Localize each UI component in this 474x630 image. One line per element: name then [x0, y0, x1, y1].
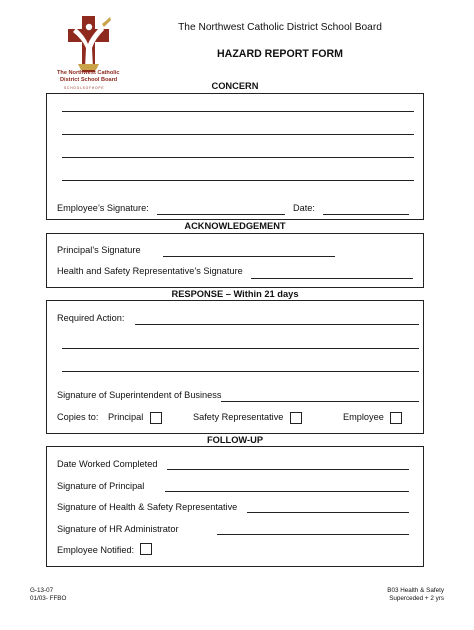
form-title: HAZARD REPORT FORM	[217, 48, 343, 60]
copy-safety-rep-checkbox[interactable]	[290, 412, 302, 424]
response-section	[46, 300, 424, 434]
concern-line-3[interactable]	[62, 157, 414, 158]
followup-hs-rep-field[interactable]	[247, 512, 409, 513]
required-action-line-1[interactable]	[135, 324, 419, 325]
copy-employee-label: Employee	[343, 412, 384, 422]
logo-tagline: S C H O O L S O F H O P E	[64, 86, 104, 90]
follow-up-heading: FOLLOW-UP	[206, 435, 264, 445]
superintendent-signature-field[interactable]	[221, 401, 419, 402]
follow-up-section	[46, 446, 424, 567]
principal-signature-label: Principal’s Signature	[57, 245, 141, 255]
employee-signature-label: Employee’s Signature:	[57, 203, 149, 213]
acknowledgement-section	[46, 233, 424, 288]
date-field[interactable]	[323, 214, 409, 215]
logo-org-line1: The Northwest Catholic	[57, 70, 120, 76]
copy-employee-checkbox[interactable]	[390, 412, 402, 424]
followup-hs-rep-label: Signature of Health & Safety Representative	[57, 502, 238, 512]
concern-heading: CONCERN	[211, 81, 259, 91]
employee-signature-field[interactable]	[157, 214, 285, 215]
hr-admin-label: Signature of HR Administrator	[57, 524, 179, 534]
copies-to-label: Copies to:	[57, 412, 99, 422]
footer-category: B03 Health & Safety	[387, 587, 444, 594]
concern-line-1[interactable]	[62, 111, 414, 112]
footer-form-code: G-13-07	[30, 587, 54, 594]
principal-signature-field[interactable]	[163, 256, 335, 257]
board-name: The Northwest Catholic District School Board	[178, 22, 382, 33]
required-action-line-2[interactable]	[62, 348, 419, 349]
employee-notified-label: Employee Notified:	[57, 545, 135, 555]
followup-principal-label: Signature of Principal	[57, 481, 145, 491]
hr-admin-field[interactable]	[217, 534, 409, 535]
concern-line-2[interactable]	[62, 134, 414, 135]
date-worked-label: Date Worked Completed	[57, 459, 158, 469]
required-action-label: Required Action:	[57, 313, 125, 323]
logo	[55, 14, 123, 90]
copy-principal-checkbox[interactable]	[150, 412, 162, 424]
copy-principal-label: Principal	[108, 412, 144, 422]
copy-safety-rep-label: Safety Representative	[193, 412, 284, 422]
required-action-line-3[interactable]	[62, 371, 419, 372]
superintendent-signature-label: Signature of Superintendent of Business	[57, 390, 222, 400]
employee-notified-checkbox[interactable]	[140, 543, 152, 555]
footer-retention: Superceded + 2 yrs	[389, 595, 444, 602]
hs-rep-signature-label: Health and Safety Representative’s Signature	[57, 266, 243, 276]
logo-org-line2: District School Board	[60, 77, 118, 83]
date-worked-field[interactable]	[167, 469, 409, 470]
cross-logo-icon	[55, 14, 123, 76]
footer-form-date: 01/03- FFBO	[30, 595, 67, 602]
date-label: Date:	[293, 203, 315, 213]
hs-rep-signature-field[interactable]	[251, 278, 413, 279]
followup-principal-field[interactable]	[165, 491, 409, 492]
concern-section	[46, 93, 424, 220]
concern-line-4[interactable]	[62, 180, 414, 181]
response-heading: RESPONSE – Within 21 days	[171, 289, 299, 299]
acknowledgement-heading: ACKNOWLEDGEMENT	[184, 221, 286, 231]
